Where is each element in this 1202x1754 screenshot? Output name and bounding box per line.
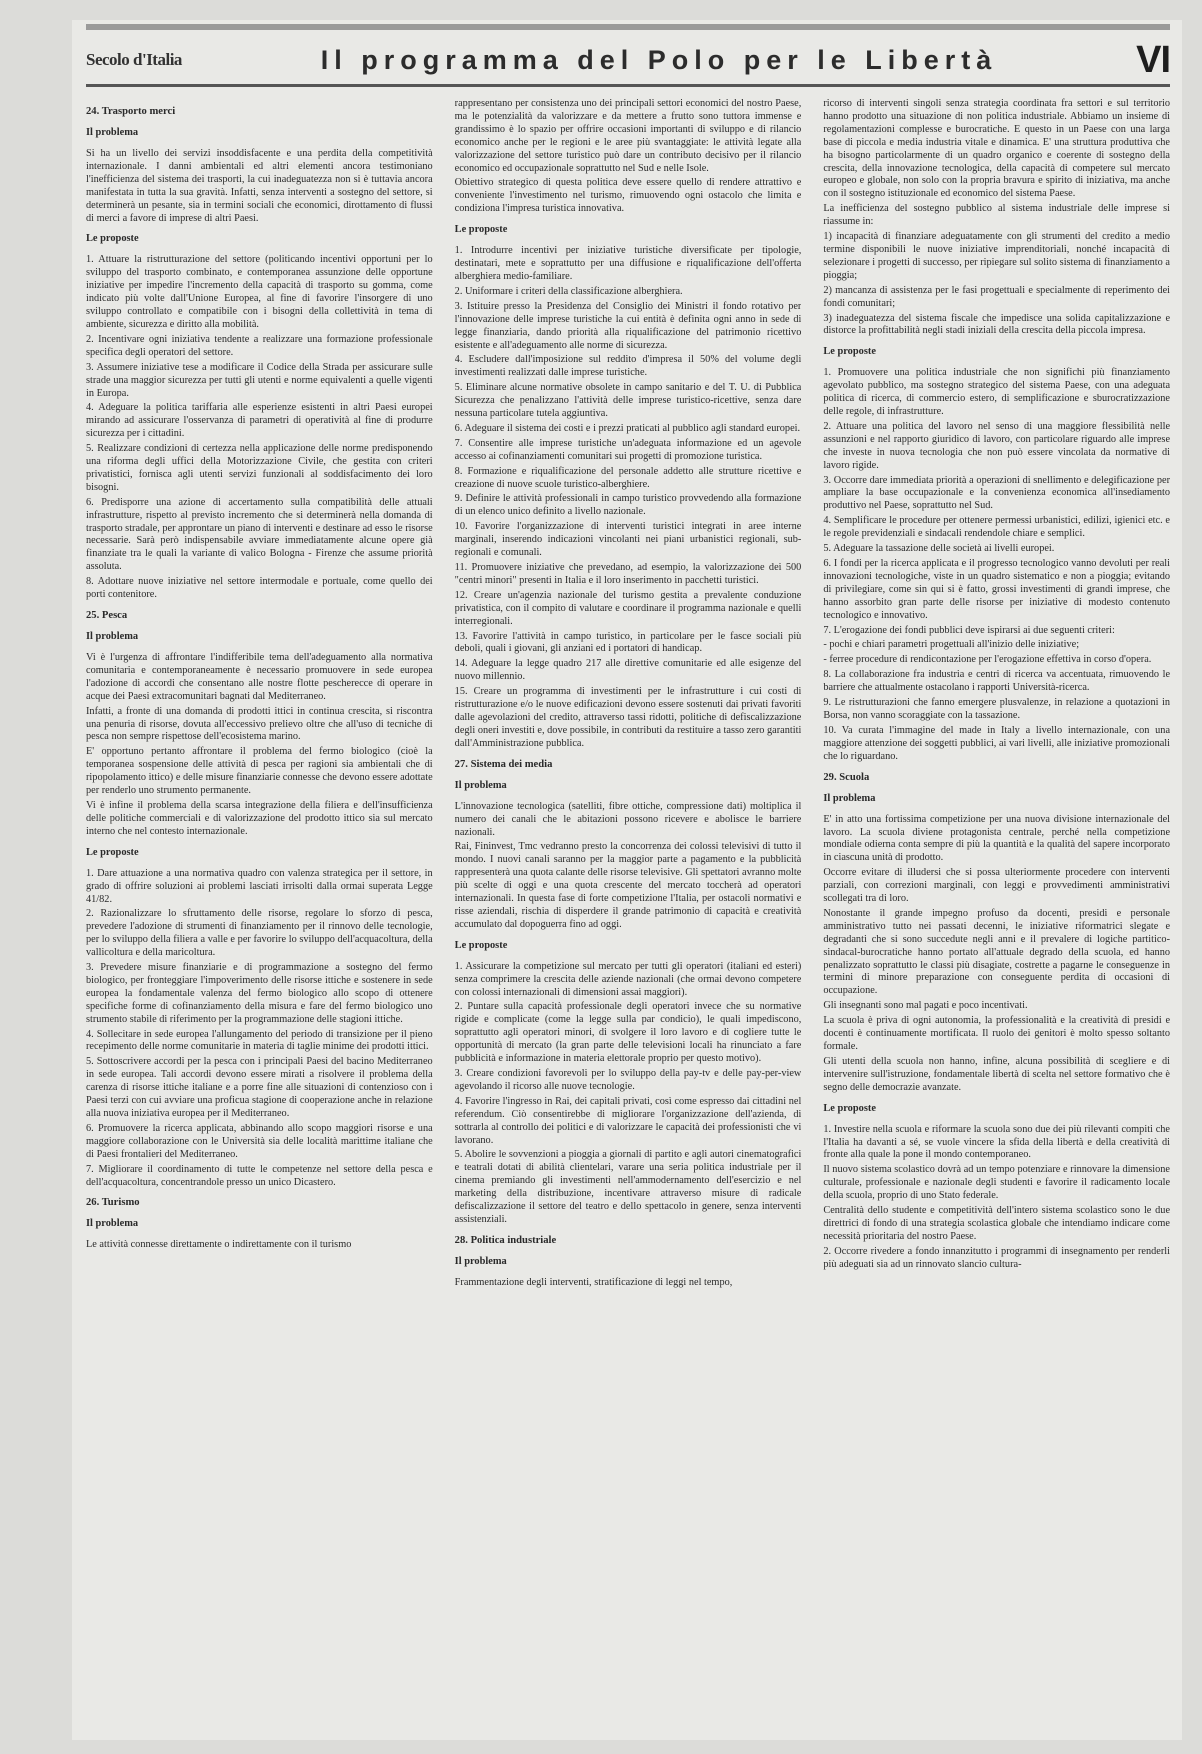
page-number: VI (1136, 38, 1170, 81)
paragraph: 6. Promuovere la ricerca applicata, abbinando allo scopo maggiori risorse e una maggiore collaborazione con le Università sia delle località marittime italiane che di Paesi frontalieri del Mediterraneo. (86, 1122, 433, 1160)
paragraph: Vi è infine il problema della scarsa integrazione della filiera e dell'insufficienza delle politiche commerciali e di valorizzazione del prodotto ittico sia sul mercato interno che nel contesto internazionale. (86, 799, 433, 837)
paragraph: 9. Le ristrutturazioni che fanno emergere plusvalenze, in relazione a quotazioni in Borsa, non vanno scoraggiate con la tassazione. (823, 697, 1171, 721)
paragraph: 1. Investire nella scuola e riformare la scuola sono due dei più rilevanti compiti che l'Italia ha davanti a sé, se vuole vincere la sfida della libertà e della creatività di fronte alla quale la pone il mondo contemporaneo. (823, 1123, 1171, 1161)
subsection-heading: Il problema (86, 127, 139, 138)
paragraph: 6. I fondi per la ricerca applicata e il progresso tecnologico vanno devoluti per reali innovazioni tecnologiche, viste in un quadro sistematico e non a pioggia; evitando di privilegiare, come sin qui si è fatto, grossi investimenti di grandi imprese, che hanno assorbito gran parte delle risorse per iniziative di modesto contenuto tecnologico e innovativo. (823, 558, 1171, 621)
paragraph: 12. Creare un'agenzia nazionale del turismo gestita a prevalente conduzione privatistica, con il compito di valutare e coordinare il programma nazionale e quelli interregionali. (454, 589, 802, 627)
paragraph: 7. Migliorare il coordinamento di tutte le competenze nel settore della pesca e dell'acquacoltura, concentrandole presso un unico Dicastero. (86, 1163, 433, 1188)
paragraph: 2) mancanza di assistenza per le fasi progettuali e specialmente di reperimento dei fondi comunitari; (823, 284, 1171, 309)
paragraph: Centralità dello studente e competitività dell'intero sistema scolastico sono le due direttrici di fondo di una strategia scolastica globale che intendiamo indicare come necessità prioritaria del nostro Paese. (823, 1205, 1171, 1242)
paragraph: - pochi e chiari parametri progettuali all'inizio delle iniziative; (823, 639, 1080, 651)
subsection-heading: Le proposte (454, 224, 508, 236)
paragraph: 10. Favorire l'organizzazione di interventi turistici integrati in aree interne marginali, inserendo indicazioni vincolanti nei piani urbanistici regionali, sub-regionali e comunali. (454, 521, 802, 559)
paragraph: 3. Occorre dare immediata priorità a operazioni di snellimento e delegificazione per ampliare la base occupazionale e la convenienza economica all'insediamento produttivo nel Paese, soprattutto nel Sud. (823, 474, 1171, 512)
paragraph: Infatti, a fronte di una domanda di prodotti ittici in continua crescita, si riscontra una penuria di risorse, dovuta all'eccessivo prelievo oltre che all'uso di tecniche di pesca non sempre rispettose dell'ecosistema marino. (86, 705, 433, 743)
paragraph: 3. Istituire presso la Presidenza del Consiglio dei Ministri il fondo rotativo per l'innovazione delle imprese turistiche la cui entità è definita ogni anno in sede di legge finanziaria, dando priorità alla riqualificazione del patrimonio ricettivo esistente e all'adeguamento alle norme di sicurezza. (454, 300, 802, 351)
paragraph: 3. Prevedere misure finanziarie e di programmazione a sostegno del fermo biologico, per fronteggiare l'impoverimento delle risorse ittiche e sostenere in sede europea la fondamentale valenza del fermo biologico allo scopo di ottenere specifiche forme di cofinanziamento della misura e fare del fermo biologico uno strumento stabile di riferimento per la programmazione delle stagioni ittiche. (86, 962, 433, 1025)
paragraph: 2. Puntare sulla capacità professionale degli operatori invece che su normative rigide e complicate (come la legge sulla par condicio), le quali impediscono, soprattutto agli operatori minori, di svolgere il loro lavoro e di cogliere tutte le opportunità di mercato (la gran parte delle televisioni locali ha rinunciato a fare pubblicità e informazione in materia elettorale proprio per questo motivo). (454, 1001, 802, 1065)
paragraph: L'innovazione tecnologica (satelliti, fibre ottiche, compressione dati) moltiplica il numero dei canali che le abitazioni possono ricevere e abolisce le barriere nazionali. (454, 800, 802, 838)
subsection-heading: Il problema (86, 1218, 139, 1230)
section-heading: 24. Trasporto merci (86, 106, 176, 117)
paragraph: 1. Assicurare la competizione sul mercato per tutti gli operatori (italiani ed esteri) senza comprimere la crescita delle aziende nazionali (che ormai devono competere con colossi internazionali di dimensioni assai maggiori). (454, 960, 802, 998)
subsection-heading: Il problema (454, 779, 507, 791)
paragraph: 2. Razionalizzare lo sfruttamento delle risorse, regolare lo sforzo di pesca, prevedere l'adozione di strumenti di finanziamento per il rinnovo delle tecnologie, per lo sviluppo della filiera a valle e per favorire lo sviluppo dell'acquacoltura, della vallicoltura e della maricoltura. (86, 908, 433, 959)
paragraph: 7. L'erogazione dei fondi pubblici deve ispirarsi ai due seguenti criteri: (823, 624, 1115, 636)
section-heading: 25. Pesca (86, 610, 128, 621)
paragraph: 3) inadeguatezza del sistema fiscale che impedisce una solida capitalizzazione e distorce la profittabilità negli stadi iniziali della crescita della piccola impresa. (823, 312, 1171, 337)
subsection-heading: Il problema (86, 631, 139, 642)
paragraph: 1. Attuare la ristrutturazione del settore (politicando incentivi opportuni per lo sviluppo del trasporto combinato, e contemporanea assunzione delle opportune iniziative per impedire l'incremento della capacità di trasporto su gomma, come indicato più volte dall'Unione Europea, al fine di favorire l'insorgere di uno sviluppo controllato e compatibile con i bisogni della collettività in tema di ambiente, sicurezza e diritto alla mobilità. (86, 254, 433, 330)
paragraph: Vi è l'urgenza di affrontare l'indifferibile tema dell'adeguamento alla normativa comunitaria e contemporaneamente è necessario promuovere in sede europea l'adozione di accordi che consentano alle nostre flotte pescherecce di operare in acque dei Paesi extracomunitari bagnati dal Mediterraneo. (86, 652, 433, 702)
paragraph: Rai, Fininvest, Tmc vedranno presto la concorrenza dei colossi televisivi di tutto il mondo. I nuovi canali saranno per la maggior parte a pagamento e la pubblicità rappresenterà una quota calante delle risorse televisive. Gli spettatori avranno molte più scelte di oggi e una quota crescente del mercato toccherà ad operatori internazionali. In questa fase di forte competizione l'Italia, per ostacoli normativi e risse aziendali, rischia di disperdere il grande patrimonio di capacità e creatività accumulato dal dopoguerra fino ad oggi. (454, 841, 802, 930)
paragraph: Frammentazione degli interventi, stratificazione di leggi nel tempo, (454, 1276, 733, 1288)
subsection-heading: Il problema (823, 792, 876, 804)
paragraph: rappresentano per consistenza uno dei principali settori economici del nostro Paese, ma le potenzialità da valorizzare e da mettere a frutto sono tuttora immense e grandissimo è lo spazio per offrire occasioni importanti di sviluppo e di rilancio economico anche per le regioni e le aree più svantaggiate: le attività legate alla valorizzazione del settore turistico può dare un contributo decisivo per il rilancio economico ed occupazionale soprattutto nel Sud e nelle Isole. (454, 98, 802, 174)
paragraph: 8. Adottare nuove iniziative nel settore intermodale e portuale, come quello dei porti contenitore. (86, 576, 433, 601)
paragraph: 4. Favorire l'ingresso in Rai, dei capitali privati, così come espresso dai cittadini nel referendum. Ciò consentirebbe di migliorare l'organizzazione dell'azienda, di sottrarla al controllo dei politici e di valorizzare le capacità dei professionisti che vi lavorano. (454, 1095, 802, 1146)
paragraph: 2. Attuare una politica del lavoro nel senso di una maggiore flessibilità nelle assunzioni e nel rapporto giuridico di lavoro, con particolare riguardo alle imprese che investe in nuova tecnologia che non può essere vincolata da normative di lavoro rigide. (823, 420, 1171, 471)
paragraph: 4. Escludere dall'imposizione sul reddito d'impresa il 50% del volume degli investimenti realizzati dalle imprese turistiche. (454, 354, 802, 379)
paragraph: 1. Promuovere una politica industriale che non significhi più finanziamento agevolato pubblico, ma sostegno strategico del sistema Paese, con una adeguata politica di ricerca, di commercio estero, di semplificazione e sburocratizzazione delle regole, di infrastrutture. (823, 367, 1171, 418)
section-heading: 26. Turismo (86, 1197, 140, 1209)
paragraph: 14. Adeguare la legge quadro 217 alle direttive comunitarie ed alle esigenze del nuovo millennio. (454, 658, 802, 683)
subsection-heading: Le proposte (86, 233, 139, 245)
article-columns (86, 98, 1170, 1720)
paragraph: Gli insegnanti sono mal pagati e poco incentivati. (823, 1000, 1028, 1012)
masthead: Secolo d'Italia (86, 50, 182, 69)
paragraph: Si ha un livello dei servizi insoddisfacente e una perdita della competitività internazionale. I danni ambientali ed altri elementi ancora testimoniano l'inefficienza del sistema dei trasporti, la cui inadeguatezza non si è tuttavia ancora manifestata in tutta la sua gravità. Infatti, senza interventi a sostegno del settore, si determinerà un pesante, sia in termini sociali che economici, dirottamento di flussi di merci a favore di imprese di altri Paesi. (86, 148, 433, 224)
paragraph: Occorre evitare di illudersi che si possa ulteriormente procedere con interventi parziali, con correzioni marginali, con leggi e provvedimenti amministrativi scollegati tra di loro. (823, 867, 1171, 905)
paragraph: E' opportuno pertanto affrontare il problema del fermo biologico (cioè la temporanea sospensione delle attività di pesca per ragioni sia ambientali che di ripopolamento ittico) e delle misure finanziarie connesse che devono essere adottate per renderlo uno strumento permanente. (86, 746, 433, 797)
paragraph: 4. Adeguare la politica tariffaria alle esperienze esistenti in altri Paesi europei mirando ad assicurare l'osservanza di parametri di operatività al fine di produrre sicurezza per i cittadini. (86, 402, 433, 440)
subsection-heading: Le proposte (454, 939, 508, 951)
paragraph: 4. Sollecitare in sede europea l'allungamento del periodo di transizione per il pieno recepimento delle norme comunitarie in materia di taglie minime dei prodotti ittici. (86, 1028, 433, 1053)
paragraph: 15. Creare un programma di investimenti per le infrastrutture i cui costi di ristrutturazione e/o le nuove edificazioni devono essere sostenuti dai privati favoriti dalle agevolazioni del credito, attraverso tassi ridotti, politiche di defiscalizzazione degli oneri investiti e, dove possibile, in contributi da restituire a tasso zero garantiti dall'Amministrazione pubblica. (454, 686, 802, 749)
paragraph: Obiettivo strategico di questa politica deve essere quello di rendere attrattivo e conveniente l'investimento nel turismo, rimuovendo ogni ostacolo che limita e condiziona l'impresa turistica innovativa. (454, 177, 802, 215)
paragraph: 9. Definire le attività professionali in campo turistico provvedendo alla formazione di un elenco unico definito a livello nazionale. (454, 493, 802, 518)
paragraph: 10. Va curata l'immagine del made in Italy a livello internazionale, con una maggiore attenzione dei soggetti pubblici, ai vari livelli, alle iniziative promozionali che lo riguardano. (823, 724, 1171, 762)
paragraph: 5. Realizzare condizioni di certezza nella applicazione delle norme predisponendo una riforma degli uffici della Motorizzazione Civile, che gestita con criteri privatistici, fornisca agli utenti servizi funzionali al soddisfacimento dei loro bisogni. (86, 443, 433, 493)
subsection-heading: Le proposte (86, 846, 139, 858)
paragraph: 6. Predisporre una azione di accertamento sulla compatibilità delle attuali infrastrutture, rispetto al previsto incremento che si determinerà nella domanda di trasporto stradale, per approntare un piano di interventi e destinare ad esso le risorse necessarie. Sarà però indispensabile avviare immediatamente alcune opere già finanziate tra le quali la variante di valico Bologna - Firenze che assume priorità assoluta. (86, 496, 433, 573)
paragraph: Gli utenti della scuola non hanno, infine, alcuna possibilità di scegliere e di intervenire sull'istruzione, fondamentale libertà di scelta nel settore formativo che è segno delle democrazie avanzate. (823, 1055, 1171, 1093)
column-1 (86, 98, 433, 1720)
paragraph: 2. Incentivare ogni iniziativa tendente a realizzare una formazione professionale specifica degli operatori del settore. (86, 333, 433, 358)
page-header (86, 36, 1170, 87)
column-3 (823, 98, 1170, 1720)
paragraph: 1. Dare attuazione a una normativa quadro con valenza strategica per il settore, in grado di offrire soluzioni ai problemi lasciati irrisolti dalla ormai superata Legge 41/82. (86, 867, 433, 905)
paragraph: La inefficienza del sostegno pubblico al sistema industriale delle imprese si riassume in: (823, 203, 1171, 228)
paragraph: 3. Creare condizioni favorevoli per lo sviluppo della pay-tv e delle pay-per-view agevolando il ricorso alle nuove tecnologie. (454, 1068, 802, 1092)
paragraph: 5. Abolire le sovvenzioni a pioggia a giornali di partito e agli autori cinematografici e teatrali dotati di abilità clientelari, varare una seria politica industriale per il cinema premiando gli investimenti nell'ammodernamento dell'esercizio e nel marketing della distribuzione, incentivare attraverso misure di radicale defiscalizzazione il settore del teatro e dello spettacolo in genere, senza interventi assistenziali. (454, 1149, 802, 1225)
subsection-heading: Il problema (454, 1255, 507, 1267)
paragraph: 8. Formazione e riqualificazione del personale addetto alle strutture ricettive e creazione di nuove scuole turistico-alberghiere. (454, 465, 802, 490)
paragraph: 5. Eliminare alcune normative obsolete in campo sanitario e del T. U. di Pubblica Sicurezza che penalizzano l'attività delle imprese turistico-ricettive, senza dare nessuna particolare tutela aggiuntiva. (454, 382, 802, 420)
top-rule (86, 24, 1170, 30)
paragraph: - ferree procedure di rendicontazione per l'erogazione effettiva in corso d'opera. (823, 654, 1152, 666)
paragraph: 4. Semplificare le procedure per ottenere permessi urbanistici, edilizi, igienici etc. e le regole previdenziali e sindacali rendendole chiare e semplici. (823, 515, 1171, 540)
paragraph: 7. Consentire alle imprese turistiche un'adeguata informazione ed un agevole accesso ai cofinanziamenti comunitari sui progetti di promozione turistica. (454, 437, 802, 462)
column-2 (455, 98, 802, 1720)
paragraph: E' in atto una fortissima competizione per una nuova divisione internazionale del lavoro. La scuola diviene protagonista centrale, perché nella competizione mondiale odierna conta sempre di più la quantità e la qualità del sapere incorporato in ciascuna unità di prodotto. (823, 813, 1171, 864)
paragraph: ricorso di interventi singoli senza strategia coordinata fra settori e sul territorio hanno prodotto una situazione di non politica industriale. Abbiamo un insieme di regolamentazioni complesse e burocratiche. E questo in un Paese con una larga base di piccola e media industria vitale e dinamica. E' una struttura produttiva che ha bisogno particolarmente di un quadro organico e coerente di sostegno della crescita, della innovazione tecnologica, della capacità di competere sul mercato europeo e globale, non solo con la propria bravura e spirito di iniziativa, ma anche con il sostegno istituzionale ed economico del sistema Paese. (823, 98, 1171, 200)
paragraph: 5. Adeguare la tassazione delle società ai livelli europei. (823, 543, 1055, 555)
paragraph: 3. Assumere iniziative tese a modificare il Codice della Strada per assicurare sulle strade una maggior sicurezza per tutti gli utenti e norme equivalenti a quelle vigenti in Europa. (86, 361, 433, 399)
section-heading: 28. Politica industriale (454, 1234, 557, 1246)
subsection-heading: Le proposte (823, 346, 876, 358)
paragraph: 2. Occorre rivedere a fondo innanzitutto i programmi di insegnamento per renderli più adeguati sia ad un rinnovato slancio cultura- (823, 1245, 1171, 1270)
paragraph: 1) incapacità di finanziare adeguatamente con gli strumenti del credito a medio termine disponibili le nuove iniziative imprenditoriali, nonché incapacità di selezionare i progetti di successo, per ripiegare sul solito sistema di finanziamento a pioggia; (823, 231, 1171, 281)
page-title: Il programma del Polo per le Libertà (320, 44, 998, 75)
paragraph: 11. Promuovere iniziative che prevedano, ad esempio, la valorizzazione dei 500 "centri minori" presenti in Italia e il loro inserimento in pacchetti turistici. (454, 562, 802, 586)
paragraph: Le attività connesse direttamente o indirettamente con il turismo (86, 1239, 352, 1251)
paragraph: 5. Sottoscrivere accordi per la pesca con i principali Paesi del bacino Mediterraneo in sede europea. Tali accordi devono essere mirati a risolvere il problema della carenza di risorse ittiche italiane e a porre fine alle situazioni di contenzioso con i Paesi terzi con cui avviare una proficua stagione di cooperazione anche in relazione alla nuova iniziativa europea per il Mediterraneo. (86, 1056, 433, 1119)
subsection-heading: Le proposte (823, 1102, 876, 1114)
newspaper-page (72, 20, 1182, 1740)
paragraph: 8. La collaborazione fra industria e centri di ricerca va accentuata, rimuovendo le barriere che attualmente ostacolano i rapporti Università-ricerca. (823, 669, 1171, 694)
paragraph: 1. Introdurre incentivi per iniziative turistiche diversificate per tipologie, destinatari, mete e soprattutto per una diffusione e riqualificazione dell'offerta alberghiera medio-familiare. (454, 245, 802, 282)
paragraph: La scuola è priva di ogni autonomia, la professionalità e la creatività di presidi e docenti è continuamente mortificata. Il ruolo dei genitori è molto spesso soltanto formale. (823, 1015, 1171, 1052)
section-heading: 27. Sistema dei media (454, 758, 553, 770)
paragraph: 6. Adeguare il sistema dei costi e i prezzi praticati al pubblico agli standard europei. (454, 422, 801, 434)
paragraph: Il nuovo sistema scolastico dovrà ad un tempo potenziare e rinnovare la dimensione culturale, professionale e nazionale degli studenti e favorire il radicamento locale della scuola, proprio di uno Stato federale. (823, 1164, 1171, 1202)
paragraph: Nonostante il grande impegno profuso da docenti, presidi e personale amministrativo tutto nei passati decenni, le iniziative riformatrici slegate e degradanti che si sono succedute negli anni e il prevalere di logiche partitico-sindacal-burocratiche hanno portato all'attuale degrado della scuola, ed hanno penalizzato soprattutto le classi più disagiate, costrette a pagarne le conseguenze in termini di minore preparazione con conseguente perdita di occasioni di occupazione. (823, 907, 1171, 997)
paragraph: 13. Favorire l'attività in campo turistico, in particolare per le fasce sociali più deboli, quali i giovani, gli anziani ed i portatori di handicap. (454, 630, 802, 655)
section-heading: 29. Scuola (823, 771, 870, 783)
paragraph: 2. Uniformare i criteri della classificazione alberghiera. (454, 285, 683, 297)
